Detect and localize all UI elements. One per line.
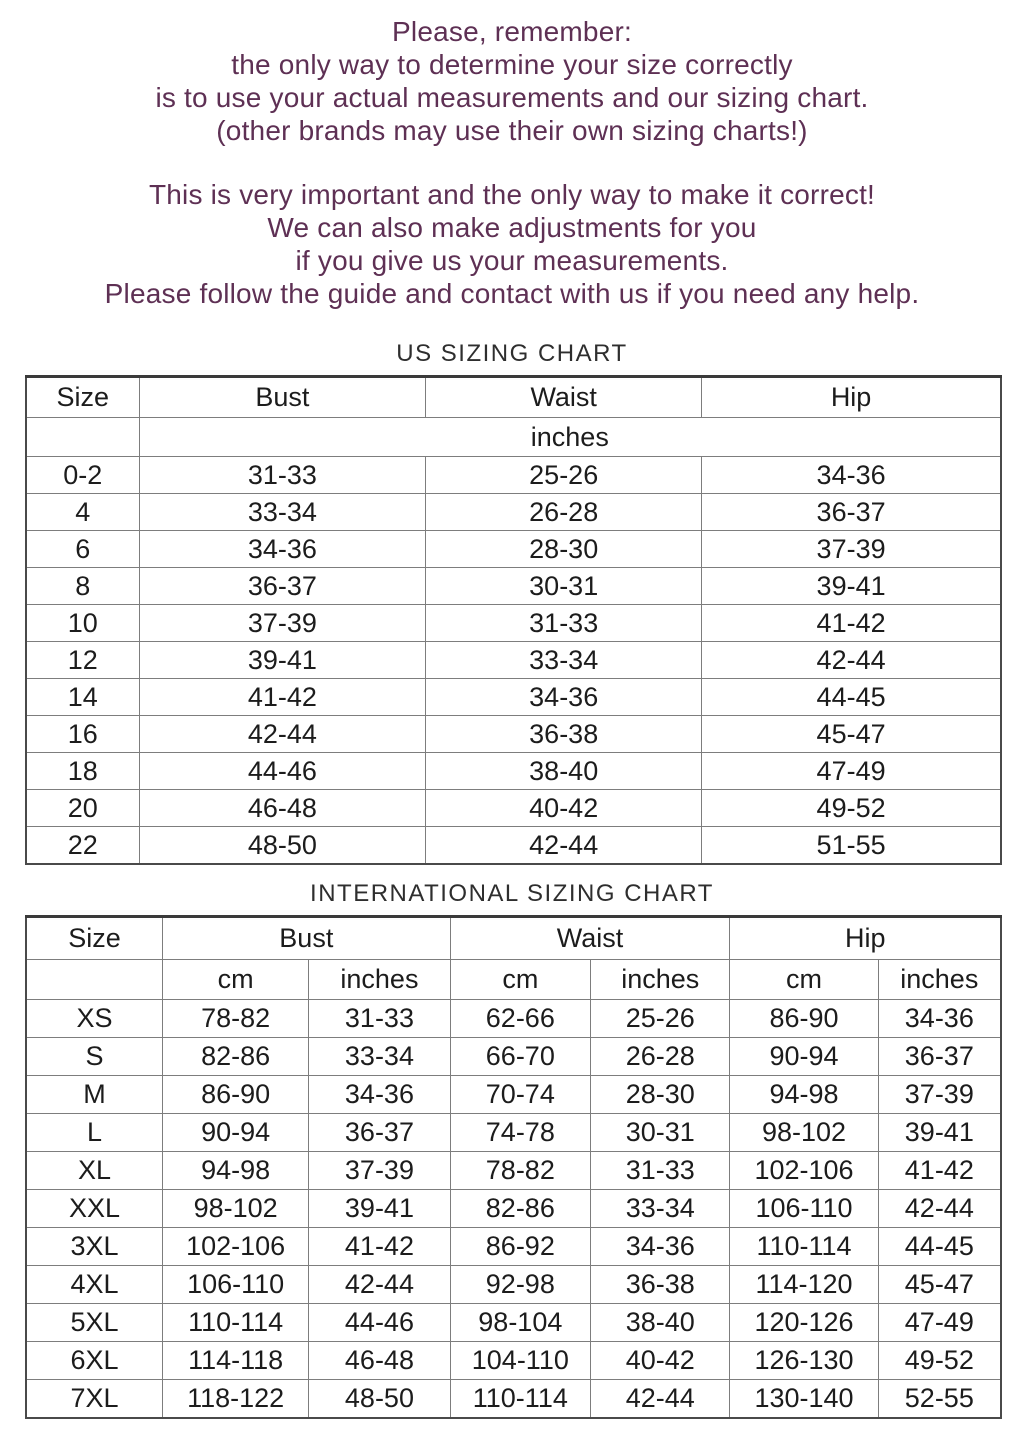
unit-label-bust-cm: cm: [163, 960, 309, 1000]
table-cell: 34-36: [139, 531, 426, 568]
empty-cell: [26, 418, 139, 457]
unit-label-hip-cm: cm: [730, 960, 878, 1000]
table-cell: 37-39: [878, 1076, 1001, 1114]
table-cell: 66-70: [450, 1038, 590, 1076]
table-row: [26, 605, 1001, 642]
table-cell: 98-102: [730, 1114, 878, 1152]
table-cell: 14: [26, 679, 139, 716]
table-cell: 46-48: [309, 1342, 450, 1380]
table-cell: 40-42: [591, 1342, 730, 1380]
table-cell: 37-39: [702, 531, 1001, 568]
table-cell: 18: [26, 753, 139, 790]
table-cell: 102-106: [730, 1152, 878, 1190]
intro-line: Please, remember:: [392, 16, 632, 47]
table-cell: 33-34: [591, 1190, 730, 1228]
empty-cell: [26, 960, 163, 1000]
table-cell: 34-36: [702, 457, 1001, 494]
table-row: [26, 1266, 1001, 1304]
table-cell: 110-114: [163, 1304, 309, 1342]
table-row: [26, 716, 1001, 753]
table-cell: 39-41: [139, 642, 426, 679]
table-cell: 8: [26, 568, 139, 605]
intro-paragraph-1: [0, 0, 1024, 147]
table-cell: 34-36: [591, 1228, 730, 1266]
table-cell: 0-2: [26, 457, 139, 494]
table-cell: 86-90: [730, 1000, 878, 1038]
table-cell: 34-36: [878, 1000, 1001, 1038]
table-cell: 26-28: [591, 1038, 730, 1076]
column-header-bust: Bust: [163, 917, 451, 960]
table-cell: XS: [26, 1000, 163, 1038]
table-cell: 36-37: [878, 1038, 1001, 1076]
table-cell: 82-86: [163, 1038, 309, 1076]
intro-line: Please follow the guide and contact with us if you need any help.: [104, 278, 920, 309]
table-cell: 49-52: [878, 1342, 1001, 1380]
table-row: [26, 753, 1001, 790]
table-cell: 31-33: [426, 605, 702, 642]
table-cell: 42-44: [702, 642, 1001, 679]
table-row: [26, 1380, 1001, 1419]
table-cell: 33-34: [309, 1038, 450, 1076]
table-cell: 78-82: [450, 1152, 590, 1190]
international-sizing-table: [25, 915, 1002, 1419]
intro-line: This is very important and the only way to make it correct!: [148, 179, 876, 210]
column-header-waist: Waist: [450, 917, 730, 960]
table-cell: 28-30: [426, 531, 702, 568]
table-cell: 30-31: [426, 568, 702, 605]
table-cell: 62-66: [450, 1000, 590, 1038]
table-cell: 44-46: [309, 1304, 450, 1342]
table-row: [26, 1190, 1001, 1228]
column-header-bust: Bust: [139, 377, 426, 418]
table-cell: 110-114: [730, 1228, 878, 1266]
table-cell: 118-122: [163, 1380, 309, 1419]
table-cell: 38-40: [426, 753, 702, 790]
table-cell: 82-86: [450, 1190, 590, 1228]
table-cell: 41-42: [139, 679, 426, 716]
us-table-header: [26, 377, 1001, 457]
table-cell: 10: [26, 605, 139, 642]
table-row: [26, 1114, 1001, 1152]
table-cell: 4: [26, 494, 139, 531]
table-cell: 34-36: [426, 679, 702, 716]
unit-label: inches: [139, 418, 1001, 457]
international-chart-title: INTERNATIONAL SIZING CHART: [310, 880, 714, 907]
table-cell: 22: [26, 827, 139, 865]
table-cell: 25-26: [591, 1000, 730, 1038]
table-cell: 33-34: [139, 494, 426, 531]
us-chart-title: US SIZING CHART: [396, 340, 628, 367]
table-row: [26, 494, 1001, 531]
table-cell: 46-48: [139, 790, 426, 827]
table-cell: 6XL: [26, 1342, 163, 1380]
header-row: [26, 917, 1001, 960]
table-cell: 86-90: [163, 1076, 309, 1114]
table-cell: 20: [26, 790, 139, 827]
column-header-waist: Waist: [426, 377, 702, 418]
table-cell: 104-110: [450, 1342, 590, 1380]
table-cell: 120-126: [730, 1304, 878, 1342]
table-cell: 41-42: [309, 1228, 450, 1266]
table-row: [26, 1076, 1001, 1114]
table-row: [26, 531, 1001, 568]
intro-line: if you give us your measurements.: [295, 245, 729, 276]
us-sizing-table: [25, 375, 1002, 865]
table-cell: 51-55: [702, 827, 1001, 865]
table-cell: 36-37: [702, 494, 1001, 531]
table-cell: 37-39: [139, 605, 426, 642]
table-cell: 126-130: [730, 1342, 878, 1380]
table-cell: 36-37: [309, 1114, 450, 1152]
table-cell: 106-110: [730, 1190, 878, 1228]
table-row: [26, 1228, 1001, 1266]
table-cell: 90-94: [163, 1114, 309, 1152]
table-cell: 92-98: [450, 1266, 590, 1304]
table-cell: 39-41: [878, 1114, 1001, 1152]
table-cell: 4XL: [26, 1266, 163, 1304]
table-cell: 28-30: [591, 1076, 730, 1114]
table-row: [26, 790, 1001, 827]
unit-row: [26, 960, 1001, 1000]
table-cell: 48-50: [309, 1380, 450, 1419]
table-row: [26, 1000, 1001, 1038]
table-cell: 98-102: [163, 1190, 309, 1228]
table-cell: 42-44: [591, 1380, 730, 1419]
table-cell: 26-28: [426, 494, 702, 531]
table-cell: XL: [26, 1152, 163, 1190]
table-cell: 45-47: [878, 1266, 1001, 1304]
table-cell: 98-104: [450, 1304, 590, 1342]
unit-label-hip-inches: inches: [878, 960, 1001, 1000]
table-row: [26, 1152, 1001, 1190]
table-cell: 12: [26, 642, 139, 679]
table-cell: 16: [26, 716, 139, 753]
table-cell: 38-40: [591, 1304, 730, 1342]
table-cell: 102-106: [163, 1228, 309, 1266]
table-cell: 49-52: [702, 790, 1001, 827]
table-cell: 52-55: [878, 1380, 1001, 1419]
column-header-hip: Hip: [702, 377, 1001, 418]
table-row: [26, 1038, 1001, 1076]
table-cell: 47-49: [878, 1304, 1001, 1342]
table-cell: 31-33: [309, 1000, 450, 1038]
table-row: [26, 568, 1001, 605]
unit-row: [26, 418, 1001, 457]
table-cell: 45-47: [702, 716, 1001, 753]
intro-line: is to use your actual measurements and our sizing chart.: [155, 82, 869, 113]
table-cell: 130-140: [730, 1380, 878, 1419]
table-cell: 42-44: [139, 716, 426, 753]
unit-label-waist-cm: cm: [450, 960, 590, 1000]
table-cell: 86-92: [450, 1228, 590, 1266]
header-row: [26, 377, 1001, 418]
intro-line: We can also make adjustments for you: [267, 212, 757, 243]
table-row: [26, 642, 1001, 679]
table-cell: 41-42: [878, 1152, 1001, 1190]
table-cell: 34-36: [309, 1076, 450, 1114]
table-cell: M: [26, 1076, 163, 1114]
table-cell: 90-94: [730, 1038, 878, 1076]
table-row: [26, 457, 1001, 494]
table-row: [26, 1304, 1001, 1342]
unit-label-bust-inches: inches: [309, 960, 450, 1000]
table-cell: XXL: [26, 1190, 163, 1228]
table-cell: 44-45: [878, 1228, 1001, 1266]
table-cell: 40-42: [426, 790, 702, 827]
intro-line: the only way to determine your size correctly: [231, 49, 793, 80]
table-cell: 7XL: [26, 1380, 163, 1419]
intro-paragraph-2: [0, 178, 1024, 310]
table-cell: 78-82: [163, 1000, 309, 1038]
column-header-hip: Hip: [730, 917, 1001, 960]
table-cell: S: [26, 1038, 163, 1076]
table-row: [26, 827, 1001, 865]
table-cell: 44-46: [139, 753, 426, 790]
table-cell: 70-74: [450, 1076, 590, 1114]
table-cell: 39-41: [702, 568, 1001, 605]
table-cell: L: [26, 1114, 163, 1152]
table-cell: 74-78: [450, 1114, 590, 1152]
table-cell: 47-49: [702, 753, 1001, 790]
table-cell: 3XL: [26, 1228, 163, 1266]
us-table-body: [26, 457, 1001, 865]
table-cell: 41-42: [702, 605, 1001, 642]
table-cell: 31-33: [139, 457, 426, 494]
table-cell: 39-41: [309, 1190, 450, 1228]
table-cell: 31-33: [591, 1152, 730, 1190]
table-cell: 110-114: [450, 1380, 590, 1419]
column-header-size: Size: [26, 377, 139, 418]
table-cell: 106-110: [163, 1266, 309, 1304]
table-cell: 25-26: [426, 457, 702, 494]
table-cell: 94-98: [163, 1152, 309, 1190]
table-cell: 30-31: [591, 1114, 730, 1152]
table-cell: 37-39: [309, 1152, 450, 1190]
intro-line: (other brands may use their own sizing charts!): [216, 115, 808, 146]
table-cell: 5XL: [26, 1304, 163, 1342]
table-cell: 36-37: [139, 568, 426, 605]
international-table-header: [26, 917, 1001, 1000]
column-header-size: Size: [26, 917, 163, 960]
table-cell: 42-44: [426, 827, 702, 865]
table-cell: 114-118: [163, 1342, 309, 1380]
table-cell: 36-38: [426, 716, 702, 753]
table-cell: 114-120: [730, 1266, 878, 1304]
table-cell: 42-44: [878, 1190, 1001, 1228]
table-cell: 33-34: [426, 642, 702, 679]
international-table-body: [26, 1000, 1001, 1419]
table-cell: 36-38: [591, 1266, 730, 1304]
table-cell: 48-50: [139, 827, 426, 865]
table-cell: 44-45: [702, 679, 1001, 716]
table-cell: 94-98: [730, 1076, 878, 1114]
table-cell: 6: [26, 531, 139, 568]
unit-label-waist-inches: inches: [591, 960, 730, 1000]
table-cell: 42-44: [309, 1266, 450, 1304]
table-row: [26, 1342, 1001, 1380]
table-row: [26, 679, 1001, 716]
